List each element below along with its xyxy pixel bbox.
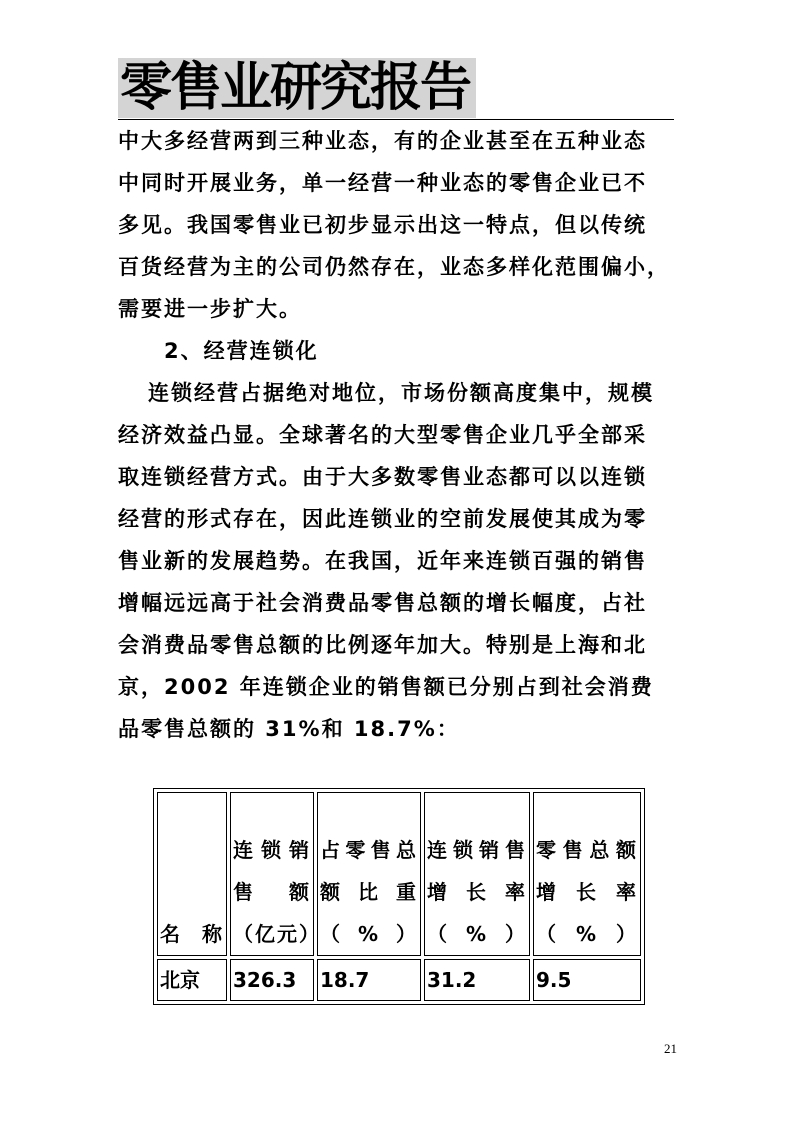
header-cell: 连锁销售增长率（%） [424,792,530,956]
table-cell: 18.7 [317,959,421,1001]
paragraph-line: 经济效益凸显。全球著名的大型零售企业几乎全部采 [118,423,647,447]
table-cell: 北京 [157,959,227,1001]
header-cell: 占零售总额比重（%） [317,792,421,956]
paragraph-line: 需要进一步扩大。 [118,297,302,321]
body-text [118,120,678,750]
paragraph-line: 经营的形式存在，因此连锁业的空前发展使其成为零 [118,507,647,531]
paragraph-line: 会消费品零售总额的比例逐年加大。特别是上海和北 [118,633,647,657]
table-cell: 326.3 [230,959,314,1001]
table-header-row [157,792,641,956]
paragraph-line: 增幅远远高于社会消费品零售总额的增长幅度，占社 [118,591,647,615]
table-cell: 9.5 [533,959,641,1001]
section-heading: 2、经营连锁化 [164,339,319,363]
paragraph-line: 中大多经营两到三种业态，有的企业甚至在五种业态 [118,129,647,153]
page-number: 21 [664,1041,677,1056]
header-cell: 零售总额增长率（%） [533,792,641,956]
table-row [157,959,641,1001]
paragraph-line: 连锁经营占据绝对地位，市场份额高度集中，规模 [148,381,654,405]
paragraph-line: 品零售总额的 31%和 18.7%： [118,717,460,741]
paragraph-line: 百货经营为主的公司仍然存在，业态多样化范围偏小， [118,255,670,279]
report-title: 零售业研究报告 [118,58,476,118]
table-cell: 31.2 [424,959,530,1001]
sales-table [153,788,645,1005]
header-cell: 连锁销售额（亿元） [230,792,314,956]
paragraph-line: 售业新的发展趋势。在我国，近年来连锁百强的销售 [118,549,647,573]
paragraph-line: 多见。我国零售业已初步显示出这一特点，但以传统 [118,213,647,237]
paragraph-line: 中同时开展业务，单一经营一种业态的零售企业已不 [118,171,647,195]
header-cell: 名称 [157,792,227,956]
paragraph-line: 京，2002 年连锁企业的销售额已分别占到社会消费 [118,675,654,699]
paragraph-line: 取连锁经营方式。由于大多数零售业态都可以以连锁 [118,465,647,489]
